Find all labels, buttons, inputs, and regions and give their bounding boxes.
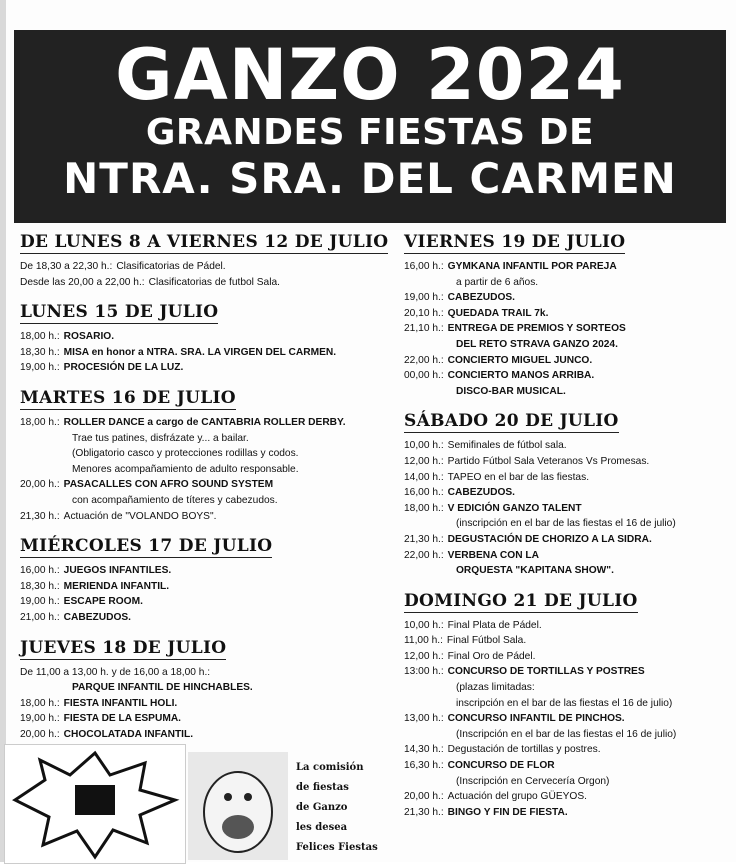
event-time — [20, 431, 68, 447]
day-section — [404, 226, 730, 399]
event-row — [404, 618, 730, 634]
event-time: 20,00 h.: — [20, 728, 60, 740]
event-row — [404, 337, 730, 353]
event-row — [404, 485, 730, 501]
greeting-line: les desea — [296, 822, 348, 833]
event-time — [404, 516, 452, 532]
event-row — [404, 742, 730, 758]
event-text: (plazas limitadas: — [456, 682, 535, 694]
event-text: (inscripción en el bar de las fiestas el 16 de julio) — [456, 518, 676, 530]
event-text: Menores acompañamiento de adulto responsable. — [72, 463, 299, 475]
event-row — [20, 727, 392, 743]
event-time — [404, 563, 452, 579]
event-time: 21,30 h.: — [404, 533, 444, 545]
event-time: 21,10 h.: — [404, 323, 444, 335]
event-time: 18,00 h.: — [20, 416, 60, 428]
event-text: (Inscripción en el bar de las fiestas el 16 de julio) — [456, 728, 677, 740]
event-row — [404, 696, 730, 712]
schedule-left-column — [20, 226, 392, 764]
event-text: Final Fútbol Sala. — [446, 635, 527, 647]
event-text: Final Plata de Pádel. — [447, 619, 542, 631]
event-text: FIESTA INFANTIL HOLI. — [63, 697, 178, 709]
event-time: 22,00 h.: — [404, 549, 444, 561]
event-text: CONCURSO INFANTIL DE PINCHOS. — [447, 713, 625, 725]
event-row — [20, 360, 392, 376]
event-time: Desde las 20,00 a 22,00 h.: — [20, 276, 145, 288]
title-banner — [14, 30, 726, 223]
day-title: MIÉRCOLES 17 DE JULIO — [20, 536, 273, 557]
event-time — [404, 774, 452, 790]
event-row — [20, 563, 392, 579]
event-row — [20, 345, 392, 361]
event-row — [20, 431, 392, 447]
event-time: 16,00 h.: — [404, 261, 444, 272]
banner-subtitle-1: GRANDES FIESTAS DE — [145, 112, 595, 153]
event-time: 20,10 h.: — [404, 307, 444, 319]
event-text: CONCIERTO MANOS ARRIBA. — [447, 370, 595, 382]
event-text: PARQUE INFANTIL DE HINCHABLES. — [72, 682, 253, 694]
event-text: BINGO Y FIN DE FIESTA. — [447, 806, 568, 818]
greeting-line: de Ganzo — [296, 802, 348, 813]
event-row — [404, 680, 730, 696]
event-text: GYMKANA INFANTIL POR PAREJA — [447, 261, 617, 272]
event-time: 21,00 h.: — [20, 611, 60, 623]
event-time — [20, 446, 68, 462]
event-time: 11,00 h.: — [404, 635, 443, 647]
event-time: 13:00 h.: — [404, 666, 444, 678]
event-time — [20, 680, 68, 696]
sponsor-logo-graphic — [5, 745, 185, 863]
event-time: 00,00 h.: — [404, 370, 444, 382]
event-row — [20, 680, 392, 696]
event-row — [404, 501, 730, 517]
event-text: PROCESIÓN DE LA LUZ. — [63, 362, 184, 374]
event-text: QUEDADA TRAIL 7k. — [447, 307, 549, 319]
event-row — [404, 353, 730, 369]
event-row — [404, 321, 730, 337]
event-row — [404, 532, 730, 548]
event-time — [404, 337, 452, 353]
event-time: De 18,30 a 22,30 h.: — [20, 261, 113, 272]
event-text: ROSARIO. — [63, 331, 115, 343]
event-time: 21,30 h.: — [404, 806, 444, 818]
event-row — [404, 548, 730, 564]
event-row — [404, 368, 730, 384]
event-row — [404, 633, 730, 649]
event-time: 19,00 h.: — [20, 362, 60, 374]
event-row — [20, 594, 392, 610]
event-time — [404, 696, 452, 712]
event-text: CHOCOLATADA INFANTIL. — [63, 728, 194, 740]
event-row — [404, 774, 730, 790]
event-text: VERBENA CON LA — [447, 549, 539, 561]
event-text: Degustación de tortillas y postres. — [447, 744, 601, 756]
event-time: 18,00 h.: — [20, 697, 60, 709]
day-section — [404, 405, 730, 578]
left-edge — [0, 0, 6, 862]
event-text: TAPEO en el bar de las fiestas. — [447, 471, 590, 483]
day-title: DE LUNES 8 A VIERNES 12 DE JULIO — [20, 232, 389, 252]
event-text: CABEZUDOS. — [63, 611, 132, 623]
event-text: CABEZUDOS. — [447, 487, 516, 499]
event-text: DEL RETO STRAVA GANZO 2024. — [456, 338, 618, 350]
event-time: 16,30 h.: — [404, 760, 444, 772]
day-title: SÁBADO 20 DE JULIO — [404, 411, 619, 432]
greeting-line: de fiestas — [296, 782, 349, 793]
event-row — [20, 665, 392, 681]
event-time: 20,00 h.: — [404, 791, 444, 803]
event-row — [404, 789, 730, 805]
event-row — [404, 384, 730, 400]
event-row — [404, 711, 730, 727]
event-text: con acompañamiento de títeres y cabezudos. — [72, 494, 278, 506]
event-text: Trae tus patines, disfrázate y... a bailar. — [72, 432, 249, 444]
event-text: a partir de 6 años. — [456, 276, 539, 288]
event-text: MISA en honor a NTRA. SRA. LA VIRGEN DEL CARMEN. — [63, 346, 337, 358]
event-time: 21,30 h.: — [20, 510, 60, 522]
event-row — [404, 306, 730, 322]
event-row — [404, 727, 730, 743]
event-text: CABEZUDOS. — [447, 292, 516, 304]
day-title: VIERNES 19 DE JULIO — [404, 232, 626, 252]
banner-subtitle-2: NTRA. SRA. DEL CARMEN — [63, 154, 677, 203]
event-time — [20, 462, 68, 478]
event-time: 18,30 h.: — [20, 346, 60, 358]
greeting-text — [296, 758, 396, 858]
event-row — [20, 446, 392, 462]
event-row — [20, 696, 392, 712]
event-row — [20, 579, 392, 595]
event-row — [404, 438, 730, 454]
event-text: MERIENDA INFANTIL. — [63, 580, 170, 592]
event-row — [404, 454, 730, 470]
event-row — [20, 610, 392, 626]
day-section — [20, 226, 392, 290]
event-row — [404, 664, 730, 680]
event-time: 19,00 h.: — [404, 292, 444, 304]
greeting-line: Felices Fiestas — [296, 842, 378, 853]
event-time: 19,00 h.: — [20, 596, 60, 608]
event-row — [404, 563, 730, 579]
event-time: 14,30 h.: — [404, 744, 444, 756]
sponsor-logo — [4, 744, 186, 864]
event-text: ORQUESTA "KAPITANA SHOW". — [456, 565, 614, 577]
event-row — [20, 275, 392, 291]
event-row — [404, 649, 730, 665]
event-time — [20, 493, 68, 509]
greeting-line: La comisión — [296, 762, 364, 773]
event-text: CONCIERTO MIGUEL JUNCO. — [447, 354, 593, 366]
day-section — [20, 296, 392, 376]
event-row — [20, 259, 392, 275]
event-time: 18,30 h.: — [20, 580, 60, 592]
day-section — [404, 585, 730, 821]
event-row — [404, 290, 730, 306]
event-text: Final Oro de Pádel. — [447, 650, 536, 662]
day-title: JUEVES 18 DE JULIO — [20, 637, 227, 658]
event-time: 18,00 h.: — [20, 331, 60, 343]
event-text: ESCAPE ROOM. — [63, 596, 143, 608]
event-text: V EDICIÓN GANZO TALENT — [447, 502, 582, 514]
event-text — [214, 665, 392, 681]
event-row — [404, 470, 730, 486]
event-time: 10,00 h.: — [404, 619, 444, 631]
event-row — [20, 509, 392, 525]
event-time — [404, 384, 452, 400]
event-time: De 11,00 a 13,00 h. y de 16,00 a 18,00 h.: — [20, 666, 211, 678]
event-text: CONCURSO DE FLOR — [447, 760, 555, 772]
event-time: 16,00 h.: — [20, 565, 60, 577]
event-text: ENTREGA DE PREMIOS Y SORTEOS — [447, 323, 626, 335]
schedule-right-column — [404, 226, 730, 826]
day-section — [20, 632, 392, 759]
day-section — [20, 382, 392, 524]
event-time: 12,00 h.: — [404, 650, 444, 662]
event-text: inscripción en el bar de las fiestas el 16 de julio) — [456, 697, 673, 709]
event-time: 22,00 h.: — [404, 354, 444, 366]
event-time: 13,00 h.: — [404, 713, 444, 725]
banner-title: GANZO 2024 — [115, 34, 625, 116]
event-text: FIESTA DE LA ESPUMA. — [63, 713, 182, 725]
event-row — [20, 415, 392, 431]
event-text: DISCO-BAR MUSICAL. — [456, 385, 566, 397]
event-time: 20,00 h.: — [20, 479, 60, 491]
event-text: Clasificatorias de Pádel. — [116, 261, 226, 272]
event-text: (Inscripción en Cervecería Orgon) — [456, 775, 610, 787]
event-text: PASACALLES CON AFRO SOUND SYSTEM — [63, 479, 274, 491]
day-title: LUNES 15 DE JULIO — [20, 302, 219, 323]
event-time: 14,00 h.: — [404, 471, 444, 483]
event-row — [20, 477, 392, 493]
event-text: Actuación de "VOLANDO BOYS". — [63, 510, 217, 522]
event-row — [404, 259, 730, 275]
event-time: 10,00 h.: — [404, 440, 444, 452]
event-time — [404, 680, 452, 696]
event-row — [404, 516, 730, 532]
event-text: CONCURSO DE TORTILLAS Y POSTRES — [447, 666, 645, 678]
event-text: Partido Fútbol Sala Veteranos Vs Promesas. — [447, 455, 650, 467]
day-title: MARTES 16 DE JULIO — [20, 387, 236, 408]
day-title: DOMINGO 21 DE JULIO — [404, 590, 638, 611]
event-text: ROLLER DANCE a cargo de CANTABRIA ROLLER DERBY. — [63, 416, 346, 428]
event-row — [20, 711, 392, 727]
event-row — [404, 758, 730, 774]
event-row — [20, 462, 392, 478]
event-time: 16,00 h.: — [404, 487, 444, 499]
event-text: DEGUSTACIÓN DE CHORIZO A LA SIDRA. — [447, 533, 652, 545]
event-text: Actuación del grupo GÜEYOS. — [447, 791, 587, 803]
event-text: Clasificatorias de futbol Sala. — [148, 276, 280, 288]
event-row — [404, 805, 730, 821]
event-time: 18,00 h.: — [404, 502, 444, 514]
event-time — [404, 727, 452, 743]
event-text: JUEGOS INFANTILES. — [63, 565, 172, 577]
event-row — [404, 275, 730, 291]
event-time — [404, 275, 452, 291]
event-time: 19,00 h.: — [20, 713, 60, 725]
event-row — [20, 329, 392, 345]
event-row — [20, 493, 392, 509]
mascot-illustration — [188, 752, 288, 860]
day-section — [20, 530, 392, 625]
mascot-drawing — [188, 752, 288, 860]
event-text: Semifinales de fútbol sala. — [447, 440, 567, 452]
event-text: (Obligatorio casco y protecciones rodillas y codos. — [72, 448, 299, 460]
event-time: 12,00 h.: — [404, 455, 444, 467]
